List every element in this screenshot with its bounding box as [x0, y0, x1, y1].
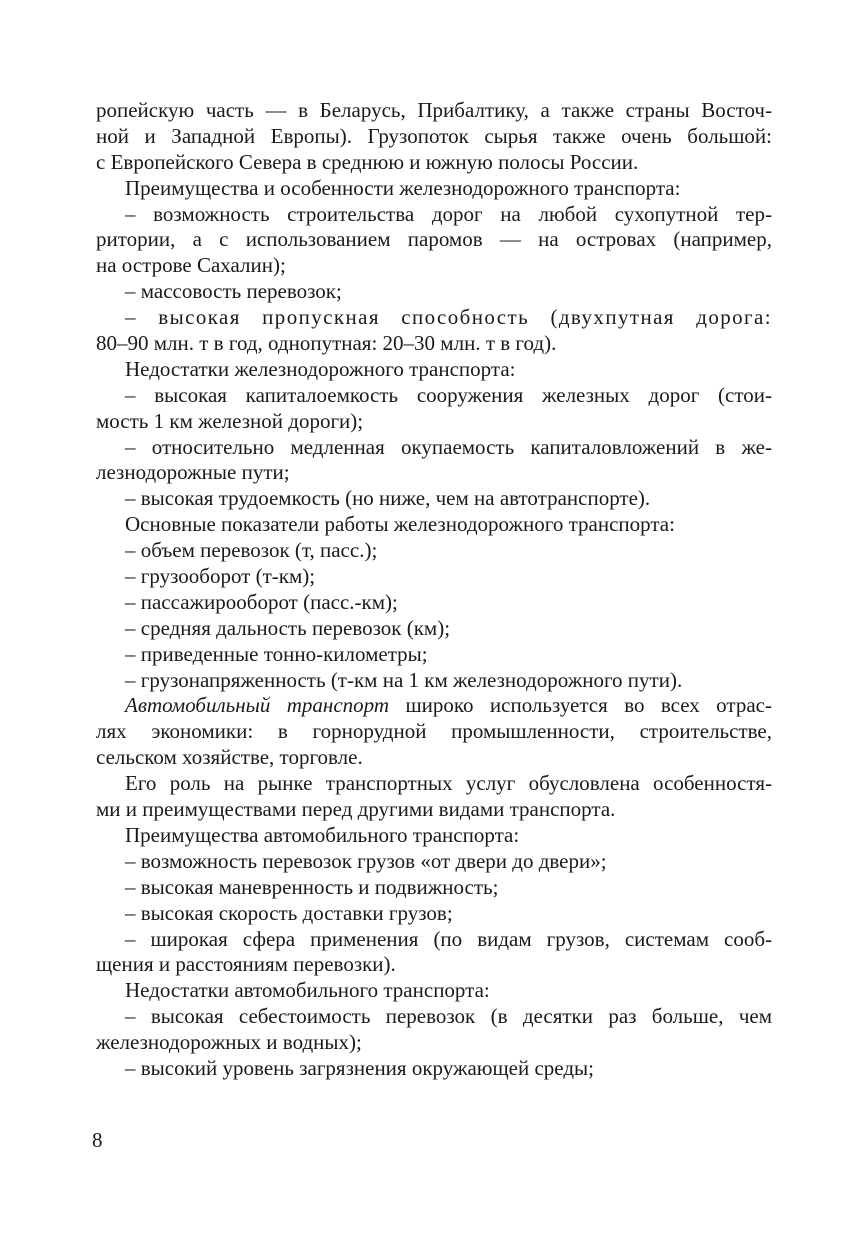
text-line: – массовость перевозок; — [125, 279, 342, 304]
text-line: – возможность строительства дорог на любой сухопутной тер- — [125, 201, 772, 226]
page-body — [96, 98, 772, 1082]
text-line: – приведенные тонно-километры; — [125, 641, 428, 666]
text-line: Недостатки автомобильного транспорта: — [125, 978, 490, 1003]
text-line: – относительно медленная окупаемость капиталовложений в же- — [125, 434, 772, 459]
text-line: – объем перевозок (т, пасс.); — [125, 538, 378, 563]
text-line: – высокая маневренность и подвижность; — [125, 874, 499, 899]
text-line: на острове Сахалин); — [96, 253, 286, 278]
text-run: широко используется во всех отрас- — [389, 693, 772, 718]
italic-term: Автомобильный транспорт — [125, 693, 390, 718]
text-line: – высокая себестоимость перевозок (в десятки раз больше, чем — [125, 1004, 772, 1029]
text-line: – возможность перевозок грузов «от двери до двери»; — [125, 848, 607, 873]
text-line: ми и преимуществами перед другими видами транспорта. — [96, 797, 616, 822]
text-line: – широкая сфера применения (по видам грузов, системам сооб- — [125, 926, 772, 951]
text-line: – высокая капиталоемкость сооружения железных дорог (стои- — [125, 382, 772, 407]
text-line: щения и расстояниям перевозки). — [96, 952, 396, 977]
text-line: ритории, а с использованием паромов — на островах (например, — [96, 227, 772, 252]
text-line: – высокая пропускная способность (двухпутная дорога: — [125, 305, 772, 330]
text-line: Преимущества автомобильного транспорта: — [125, 822, 520, 847]
text-line: Основные показатели работы железнодорожного транспорта: — [125, 512, 675, 537]
text-line: Преимущества и особенности железнодорожного транспорта: — [125, 175, 681, 200]
text-line: 80–90 млн. т в год, однопутная: 20–30 млн. т в год). — [96, 331, 557, 356]
page-number: 8 — [92, 1128, 103, 1152]
text-line: ропейскую часть — в Беларусь, Прибалтику, а также страны Восточ- — [96, 98, 772, 122]
text-line — [96, 693, 772, 719]
text-line: с Европейского Севера в среднюю и южную полосы России. — [96, 149, 639, 174]
text-line: – высокая трудоемкость (но ниже, чем на автотранспорте). — [125, 486, 651, 511]
text-line: мость 1 км железной дороги); — [96, 408, 364, 433]
text-line: Недостатки железнодорожного транспорта: — [125, 356, 516, 381]
text-line: – средняя дальность перевозок (км); — [125, 615, 451, 640]
text-line: сельском хозяйстве, торговле. — [96, 745, 363, 770]
text-line: ной и Западной Европы). Грузопоток сырья также очень большой: — [96, 123, 772, 148]
text-line: лезнодорожные пути; — [96, 460, 290, 485]
text-line: Его роль на рынке транспортных услуг обусловлена особенностя- — [125, 771, 772, 796]
text-line: железнодорожных и водных); — [96, 1030, 362, 1055]
text-line: лях экономики: в горнорудной промышленности, строительстве, — [96, 719, 772, 744]
text-line: – высокая скорость доставки грузов; — [125, 900, 453, 925]
text-line: – грузооборот (т-км); — [125, 564, 316, 589]
text-line: – пассажирооборот (пасс.-км); — [125, 589, 398, 614]
text-line: – грузонапряженность (т-км на 1 км железнодорожного пути). — [125, 667, 683, 692]
text-line: – высокий уровень загрязнения окружающей среды; — [125, 1055, 594, 1080]
